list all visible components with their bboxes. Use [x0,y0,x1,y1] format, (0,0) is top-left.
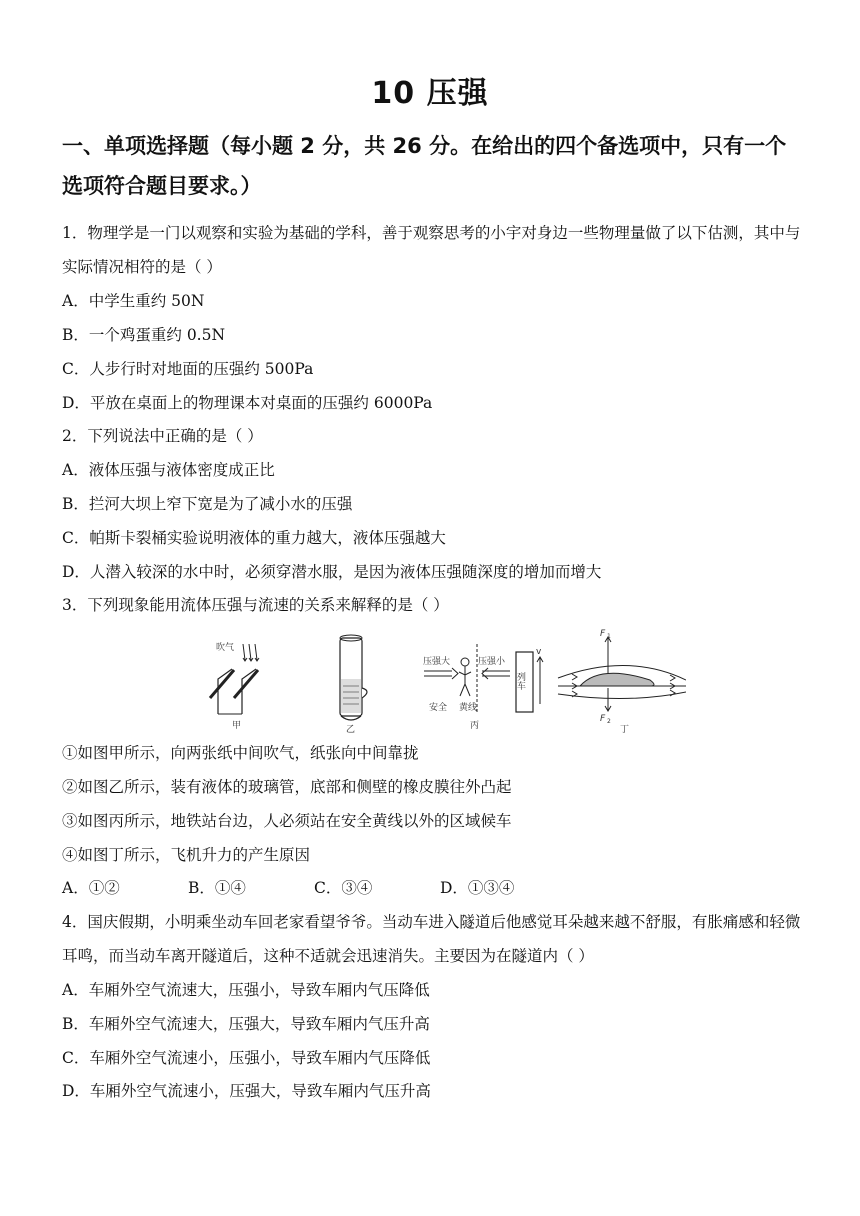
question-1-stem: 1．物理学是一门以观察和实验为基础的学科，善于观察思考的小宇对身边一些物理量做了以下估测，其中与实际情况相符的是（ ） [62,224,801,276]
fig-label-jia: 甲 [232,721,242,731]
q3-option-c: C．③④ [314,879,373,897]
q2-option-d: D．人潜入较深的水中时，必须穿潜水服，是因为液体压强随深度的增加而增大 [62,563,602,581]
q3-statement-3: ③如图丙所示，地铁站台边，人必须站在安全黄线以外的区域候车 [62,812,512,830]
q3-options [62,878,514,898]
fig-label-f1: F [600,629,606,639]
q4-option-b: B．车厢外空气流速大，压强大，导致车厢内气压升高 [62,1015,430,1033]
fig-label-yaqiang-xiao: 压强小 [478,657,506,667]
q1-option-c: C．人步行时对地面的压强约 500Pa [62,360,314,378]
fig-label-f2-sub: 2 [607,718,611,725]
fig-label-huangxian: 黄线 [459,703,478,713]
q4-option-a: A．车厢外空气流速大，压强小，导致车厢内气压降低 [62,981,430,999]
figure-svg [200,624,686,734]
fig-label-anquan: 安全 [429,703,448,713]
section-heading: 一、单项选择题（每小题 2 分，共 26 分。在给出的四个备选项中，只有一个选项符合题目要求。） [62,134,787,198]
q3-statement-2: ②如图乙所示，装有液体的玻璃管，底部和侧壁的橡皮膜往外凸起 [62,778,512,796]
fig-label-f1-sub: 1 [607,633,611,640]
fig-label-v: v [536,647,542,657]
q3-statement-4: ④如图丁所示，飞机升力的产生原因 [62,846,311,864]
q2-option-c: C．帕斯卡裂桶实验说明液体的重力越大，液体压强越大 [62,529,446,547]
q2-option-b: B．拦河大坝上窄下宽是为了减小水的压强 [62,495,353,513]
figure-ding [558,629,686,734]
figure-bing [423,644,543,731]
figure-yi [340,635,367,734]
question-3-stem: 3．下列现象能用流体压强与流速的关系来解释的是（ ） [62,596,449,614]
q3-option-a: A．①② [62,879,120,897]
q1-option-d: D．平放在桌面上的物理课本对桌面的压强约 6000Pa [62,394,433,412]
page-title: 10 压强 [371,76,489,111]
q3-option-b: B．①④ [188,879,246,897]
fig-label-ding: 丁 [620,725,630,734]
q1-option-a: A．中学生重约 50N [62,292,205,310]
q1-option-b: B．一个鸡蛋重约 0.5N [62,326,226,344]
q2-option-a: A．液体压强与液体密度成正比 [62,461,275,479]
question-4-stem: 4．国庆假期，小明乘坐动车回老家看望爷爷。当动车进入隧道后他感觉耳朵越来越不舒服，有胀痛感和轻微耳鸣，而当动车离开隧道后，这种不适就会迅速消失。主要因为在隧道内（ ） [62,913,801,965]
fig-label-chuiqi: 吹气 [216,643,235,653]
fig-label-bing: 丙 [470,721,480,731]
fig-label-f2: F [600,714,606,724]
question-3-figure [200,624,686,734]
q3-statement-1: ①如图甲所示，向两张纸中间吹气，纸张向中间靠拢 [62,744,419,762]
figure-jia [210,641,259,731]
question-2-stem: 2．下列说法中正确的是（ ） [62,427,263,445]
fig-label-lieche: 列车 [515,672,525,690]
q4-option-c: C．车厢外空气流速小，压强小，导致车厢内气压降低 [62,1049,431,1067]
fig-label-yaqiang-da: 压强大 [423,657,451,667]
q3-option-d: D．①③④ [440,879,515,897]
q4-option-d: D．车厢外空气流速小，压强大，导致车厢内气压升高 [62,1082,431,1100]
fig-label-yi: 乙 [346,725,356,734]
